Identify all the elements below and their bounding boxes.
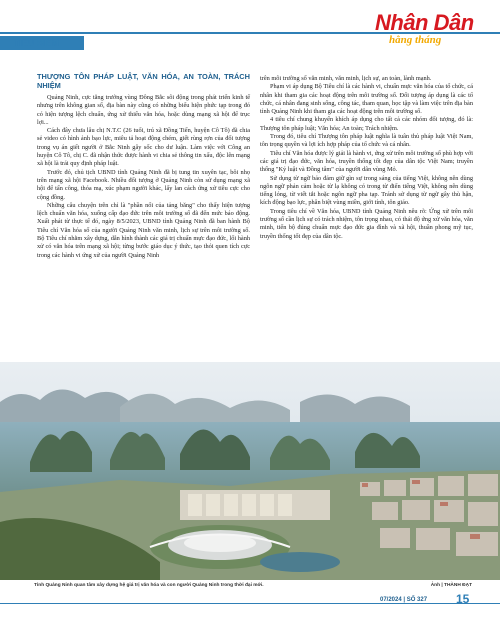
paragraph: 4 tiêu chí chung khuyến khích áp dụng cho tất cả các nhóm đối tượng, đó là: Thượng tôn pháp luật; Văn hóa; An toàn; Trách nhiệm.	[260, 116, 473, 132]
photo-caption: Tỉnh Quảng Ninh quan tâm xây dựng hệ giá trị văn hóa và con người Quảng Ninh trong thời đại mới.	[34, 583, 264, 588]
newspaper-logo	[375, 12, 475, 54]
paragraph: Sử dụng từ ngữ bảo đảm giữ gìn sự trong sáng của tiếng Việt, không nên dùng ngôn ngữ phản cảm hoặc từ lạ không có trong từ điển tiếng Việt, không nên dùng tiếng lóng, từ viết tắt hoặc ngôn ngữ pha tạp. Tránh sử dụng từ ngữ gây thù hận, kích động bạo lực, phân biệt vùng miền, giới tính, tôn giáo.	[260, 174, 473, 207]
page-number: 15	[456, 592, 470, 606]
paragraph: Phạm vi áp dụng Bộ Tiêu chí là các hành vi, chuẩn mực văn hóa của tổ chức, cá nhân khi tham gia các hoạt động trên môi trường số. Đối tượng áp dụng là các tổ chức, cá nhân đang sinh sống, công tác, tham quan, học tập và làm việc trên địa bàn tỉnh Quảng Ninh khi tham gia các hoạt động trên môi trường số.	[260, 83, 473, 116]
article-heading: THƯỢNG TÔN PHÁP LUẬT, VĂN HÓA, AN TOÀN, TRÁCH NHIỆM	[37, 72, 250, 90]
issue-label: 07/2024 | SỐ 327	[380, 597, 428, 603]
paragraph: trên môi trường số văn minh, văn minh, lịch sự, an toàn, lành mạnh.	[260, 75, 432, 82]
paragraph: Cách đây chưa lâu chị N.T.C (26 tuổi, trú xã Đồng Tiến, huyện Cô Tô) đã chia sẻ video có hình ảnh bạo lực, miêu tả hoạt động chém, giết rùng rợn của đối tượng trong vụ án giết người ở Bắc Ninh gây sốc cho dư luận. Làm việc với Công an huyện Cô Tô, chị C. đã nhận thức được hành vi chia sẻ thông tin xấu, độc lên mạng xã hội là trái quy định pháp luật.	[37, 127, 250, 168]
photo-credit: Ảnh | THÀNH ĐẠT	[430, 583, 472, 588]
paragraph: Trong đó, tiêu chí Thượng tôn pháp luật nghĩa là tuân thủ pháp luật Việt Nam, tôn trọng quyền và lợi ích hợp pháp của tổ chức và cá nhân.	[260, 133, 473, 149]
article-column-left	[37, 72, 250, 260]
paragraph: Trong tiêu chí về Văn hóa, UBND tỉnh Quảng Ninh nêu rõ: Ứng xử trên môi trường số cần lịch sự có trách nhiệm, tôn trọng nhau, có thái độ ứng xử văn hóa, văn minh, tiến bộ đúng chuẩn mực đạo đức gia đình và xã hội, thuần phong mỹ tục, truyền thống tốt đẹp của dân tộc.	[260, 207, 473, 240]
paragraph: Quảng Ninh, cực tăng trưởng vùng Đông Bắc sôi động trong phát triển kinh tế nhưng trên không gian số, địa bàn này cũng có những biểu hiện phức tạp trong đó có hiện tượng lệch chuẩn, ứng xử thiếu văn hóa, hoặc dùng mạng xã hội để trục lợi...	[37, 94, 250, 126]
aerial-city-photo	[0, 362, 500, 580]
aerial-photo-illustration	[0, 362, 500, 580]
footer-rule	[0, 603, 500, 604]
paragraph: Trước đó, chủ tịch UBND tỉnh Quảng Ninh đã bị tung tin xuyên tạc, bôi nhọ trên mạng xã hội Facebook. Nhiều đối tượng ở Quảng Ninh còn sử dụng mạng xã hội để tấn công, thóa mạ, xúc phạm người khác, lấy lan cách ứng xử tiêu cực cho cộng đồng.	[37, 168, 250, 201]
section-tag: TIÊU ĐIỂM	[14, 38, 59, 48]
paragraph: Những câu chuyện trên chỉ là "phần nổi của tảng băng" cho thấy hiện tượng lệch chuẩn văn hóa, xuống cấp đạo đức trên môi trường số đã đến mức báo động. Xuất phát từ thực tế đó, ngày 8/5/2023, UBND tỉnh Quảng Ninh đã ban hành Bộ Tiêu chí Văn hóa số của người Quảng Ninh văn minh, lịch sự trên môi trường số. Bộ Tiêu chí nhằm xây dựng, dẫn hình thành các giá trị chuẩn mực đạo đức, lối hành xử có văn hóa trên mạng xã hội; từng bước giáo dục ý thức, tạo thói quen tích cực trong các hành vi ứng xử của người Quảng Ninh	[37, 201, 250, 259]
article-column-right	[260, 75, 473, 241]
paragraph: Tiêu chí Văn hóa được lý giải là hành vi, ứng xử trên môi trường số phù hợp với các giá trị đạo đức, văn hóa, truyền thống tốt đẹp của dân tộc Việt Nam; truyền thống "Kỷ luật và Đồng tâm" của người dân vùng Mỏ.	[260, 149, 473, 174]
logo-title: Nhân Dân	[375, 10, 474, 35]
logo-subtitle: hằng tháng	[389, 34, 442, 46]
